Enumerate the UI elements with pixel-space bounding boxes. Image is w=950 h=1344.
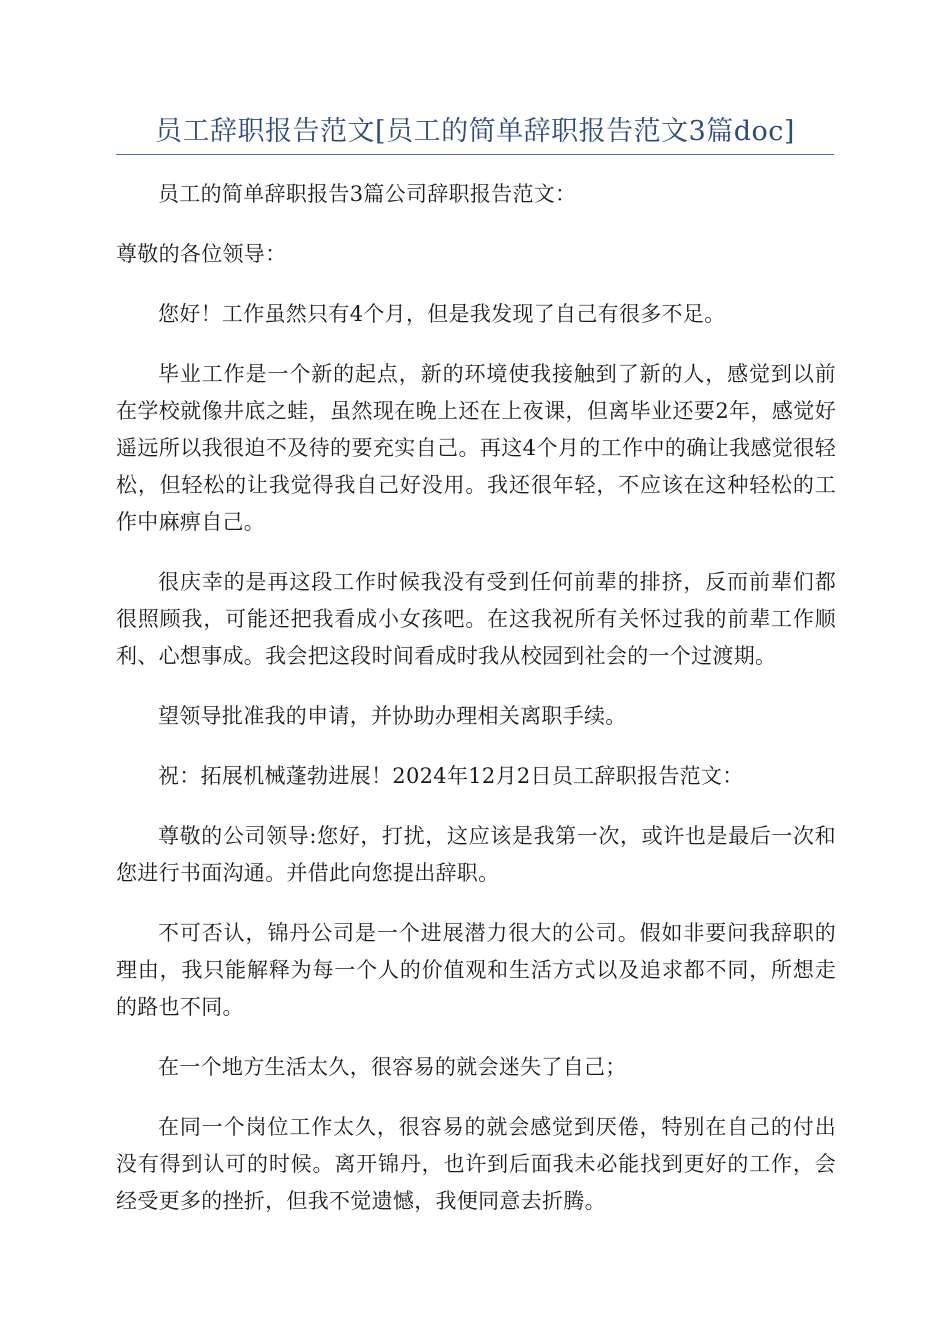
paragraph-request: 望领导批准我的申请，并协助办理相关离职手续。 xyxy=(158,704,627,728)
paragraph-closing: 祝：拓展机械蓬勃进展！2024年12月2日员工辞职报告范文： xyxy=(158,764,744,788)
paragraph-intro: 员工的简单辞职报告3篇公司辞职报告范文： xyxy=(158,182,577,206)
paragraph-body: 很庆幸的是再这段工作时候我没有受到任何前辈的排挤，反而前辈们都很照顾我，可能还把我看成小女孩吧。在这我祝所有关怀过我的前辈工作顺利、心想事成。我会把这段时间看成时我从校园到社会的一个过渡期。 xyxy=(116,570,836,668)
paragraph-body: 在同一个岗位工作太久，很容易的就会感觉到厌倦，特别在自己的付出没有得到认可的时候。离开锦丹，也许到后面我未必能找到更好的工作，会经受更多的挫折，但我不觉遗憾，我便同意去折腾。 xyxy=(116,1115,836,1213)
paragraph-salutation: 尊敬的各位领导： xyxy=(116,242,287,266)
paragraph-body: 尊敬的公司领导:您好，打扰，这应该是我第一次，或许也是最后一次和您进行书面沟通。并借此向您提出辞职。 xyxy=(116,824,836,885)
paragraph-greeting: 您好！工作虽然只有4个月，但是我发现了自己有很多不足。 xyxy=(158,302,726,326)
paragraph-body: 在一个地方生活太久，很容易的就会迷失了自己； xyxy=(158,1055,627,1079)
title-underline xyxy=(116,154,834,155)
document-body xyxy=(116,176,836,1243)
document-title: 员工辞职报告范文[员工的简单辞职报告范文3篇doc] xyxy=(155,116,795,147)
paragraph-body: 毕业工作是一个新的起点，新的环境使我接触到了新的人，感觉到以前在学校就像井底之蛙，虽然现在晚上还在上夜课，但离毕业还要2年，感觉好遥远所以我很迫不及待的要充实自己。再这4个月的工作中的确让我感觉很轻松，但轻松的让我觉得我自己好没用。我还很年轻，不应该在这种轻松的工作中麻痹自己。 xyxy=(116,362,836,534)
paragraph-body: 不可否认，锦丹公司是一个进展潜力很大的公司。假如非要问我辞职的理由，我只能解释为每一个人的价值观和生活方式以及追求都不同，所想走的路也不同。 xyxy=(116,921,836,1019)
